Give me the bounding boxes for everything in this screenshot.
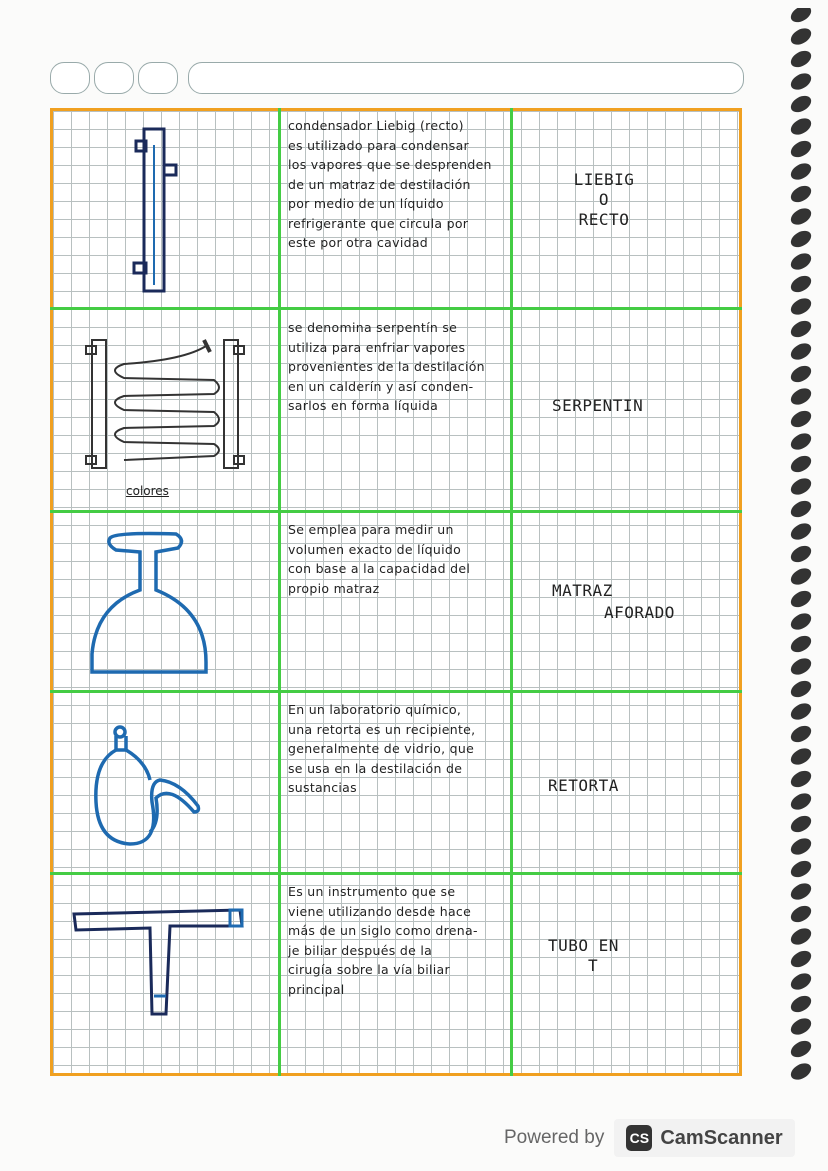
row-divider-2 bbox=[50, 510, 742, 513]
spiral-coil bbox=[788, 205, 814, 228]
t-tube-icon bbox=[70, 900, 250, 1020]
spiral-coil bbox=[788, 745, 814, 768]
spiral-coil bbox=[788, 497, 814, 520]
serpentine-condenser-icon bbox=[84, 330, 246, 480]
spiral-coil bbox=[788, 115, 814, 138]
name-liebig: LIEBIG O RECTO bbox=[573, 170, 635, 229]
spiral-coil bbox=[788, 137, 814, 160]
name-matraz-aforado: MATRAZ AFORADO bbox=[552, 581, 675, 622]
column-divider-2 bbox=[510, 108, 513, 1076]
row-divider-1 bbox=[50, 307, 742, 310]
spiral-coil bbox=[788, 295, 814, 318]
liebig-condenser-icon bbox=[120, 125, 190, 295]
spiral-coil bbox=[788, 610, 814, 633]
spiral-coil bbox=[788, 452, 814, 475]
spiral-coil bbox=[788, 317, 814, 340]
spiral-coil bbox=[788, 1015, 814, 1038]
spiral-coil bbox=[788, 250, 814, 273]
spiral-coil bbox=[788, 227, 814, 250]
spiral-binding bbox=[786, 8, 816, 1098]
camscanner-footer bbox=[504, 1116, 795, 1160]
notebook-tab-1 bbox=[50, 62, 90, 94]
spiral-coil bbox=[788, 1037, 814, 1060]
retort-icon bbox=[90, 722, 210, 852]
column-divider-1 bbox=[278, 108, 281, 1076]
description-liebig: condensador Liebig (recto) es utilizado para condensar los vapores que se desprenden de un matraz de destilación por medio de un líquido refrigerante que circula por este por otra cavidad bbox=[288, 118, 492, 250]
spiral-coil bbox=[788, 430, 814, 453]
spiral-coil bbox=[788, 970, 814, 993]
spiral-coil bbox=[788, 8, 814, 26]
spiral-coil bbox=[788, 902, 814, 925]
notebook-header-bar bbox=[188, 62, 744, 94]
spiral-coil bbox=[788, 677, 814, 700]
name-retorta: RETORTA bbox=[548, 776, 619, 795]
camscanner-badge bbox=[614, 1119, 794, 1157]
spiral-coil bbox=[788, 47, 814, 70]
name-tubo-en-t: TUBO EN T bbox=[548, 936, 619, 975]
spiral-coil bbox=[788, 947, 814, 970]
spiral-coil bbox=[788, 542, 814, 565]
row-divider-3 bbox=[50, 690, 742, 693]
spiral-coil bbox=[788, 25, 814, 48]
spiral-coil bbox=[788, 925, 814, 948]
spiral-coil bbox=[788, 835, 814, 858]
spiral-coil bbox=[788, 992, 814, 1015]
spiral-coil bbox=[788, 407, 814, 430]
spiral-coil bbox=[788, 790, 814, 813]
serpentine-caption: colores bbox=[126, 484, 169, 498]
spiral-coil bbox=[788, 340, 814, 363]
notebook-tab-3 bbox=[138, 62, 178, 94]
spiral-coil bbox=[788, 362, 814, 385]
spiral-coil bbox=[788, 385, 814, 408]
spiral-coil bbox=[788, 767, 814, 790]
name-serpentin: SERPENTIN bbox=[552, 396, 644, 415]
spiral-coil bbox=[788, 722, 814, 745]
powered-by-text: Powered by bbox=[504, 1127, 605, 1148]
spiral-coil bbox=[788, 1060, 814, 1083]
volumetric-flask-icon bbox=[86, 530, 214, 678]
description-serpentin: se denomina serpentín se utiliza para enfriar vapores provenientes de la destilación en un calderín y así conden- sarlos en forma líquida bbox=[288, 320, 485, 413]
notebook-tab-2 bbox=[94, 62, 134, 94]
spiral-coil bbox=[788, 475, 814, 498]
spiral-coil bbox=[788, 880, 814, 903]
spiral-coil bbox=[788, 520, 814, 543]
spiral-coil bbox=[788, 700, 814, 723]
spiral-coil bbox=[788, 655, 814, 678]
row-divider-4 bbox=[50, 872, 742, 875]
spiral-coil bbox=[788, 160, 814, 183]
spiral-coil bbox=[788, 565, 814, 588]
description-retorta: En un laboratorio químico, una retorta es un recipiente, generalmente de vidrio, que se usa en la destilación de sustancias bbox=[288, 702, 476, 795]
spiral-coil bbox=[788, 587, 814, 610]
spiral-coil bbox=[788, 70, 814, 93]
spiral-coil bbox=[788, 182, 814, 205]
camscanner-logo-icon: CS bbox=[626, 1125, 652, 1151]
spiral-coil bbox=[788, 92, 814, 115]
spiral-coil bbox=[788, 632, 814, 655]
description-tubo-en-t: Es un instrumento que se viene utilizando desde hace más de un siglo como drena- je biliar después de la cirugía sobre la vía biliar principal bbox=[288, 884, 478, 997]
description-matraz-aforado: Se emplea para medir un volumen exacto de líquido con base a la capacidad del propio matraz bbox=[288, 522, 471, 596]
spiral-coil bbox=[788, 812, 814, 835]
spiral-coil bbox=[788, 272, 814, 295]
camscanner-brand: CamScanner bbox=[660, 1126, 783, 1149]
spiral-coil bbox=[788, 857, 814, 880]
